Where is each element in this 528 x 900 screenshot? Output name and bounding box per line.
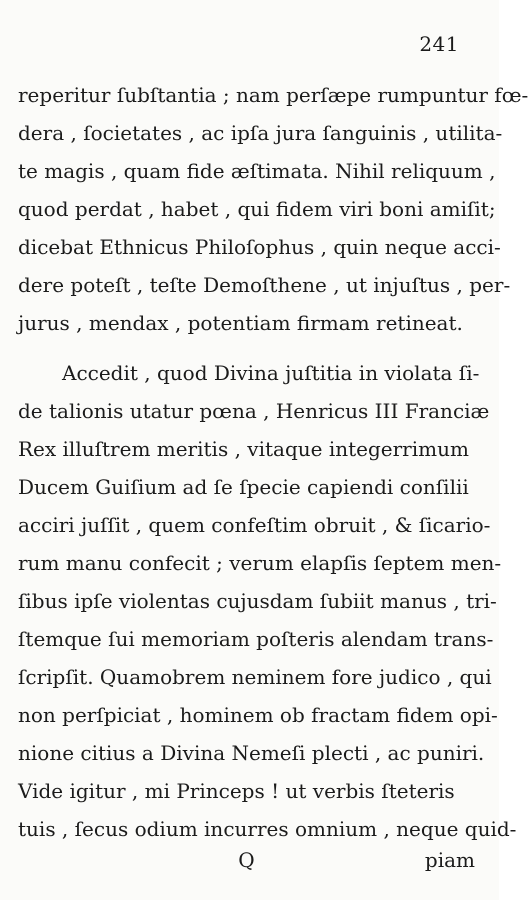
text-line: reperitur ſubſtantia ; nam perſæpe rumpuntur fœ-: [18, 83, 528, 107]
text-line: Accedit , quod Divina juſtitia in violata ſi-: [62, 361, 480, 385]
text-line: Rex illuſtrem meritis , vitaque integerrimum: [18, 437, 469, 461]
text-line: dera , ſocietates , ac ipſa jura ſanguinis , utilita-: [18, 121, 503, 145]
text-line: ſcripſit. Quamobrem neminem fore judico , qui: [18, 665, 492, 689]
text-line: non perſpiciat , hominem ob fractam fidem opi-: [18, 703, 498, 727]
text-line: de talionis utatur pœna , Henricus III Franciæ: [18, 399, 490, 423]
text-line: te magis , quam fide æſtimata. Nihil reliquum ,: [18, 159, 496, 183]
body-text: [18, 76, 528, 848]
text-line: nione citius a Divina Nemeſi plecti , ac puniri.: [18, 741, 485, 765]
text-line: dicebat Ethnicus Philoſophus , quin neque acci-: [18, 235, 501, 259]
text-line: quod perdat , habet , qui fidem viri boni amiſit;: [18, 197, 496, 221]
text-line: jurus , mendax , potentiam firmam retineat.: [18, 311, 463, 335]
text-line: Ducem Guiſium ad ſe ſpecie capiendi conſilii: [18, 475, 469, 499]
paragraph-1: [18, 76, 528, 342]
page-footer: [18, 844, 475, 872]
text-line: rum manu confecit ; verum elapſis ſeptem men-: [18, 551, 502, 575]
catchword: piam: [424, 848, 475, 872]
paragraph-2: [18, 354, 517, 848]
text-line: Vide igitur , mi Princeps ! ut verbis ſteteris: [18, 779, 455, 803]
text-line: ſtemque ſui memoriam poſteris alendam trans-: [18, 627, 494, 651]
text-line: dere poteſt , teſte Demoſthene , ut injuſtus , per-: [18, 273, 511, 297]
text-line: ſibus ipſe violentas cujusdam ſubiit manus , tri-: [18, 589, 497, 613]
signature-mark: Q: [238, 848, 255, 872]
text-line: tuis , ſecus odium incurres omnium , neque quid-: [18, 817, 517, 841]
page-number: 241: [419, 32, 459, 56]
text-line: acciri juſſit , quem confeſtim obruit , & ſicario-: [18, 513, 491, 537]
